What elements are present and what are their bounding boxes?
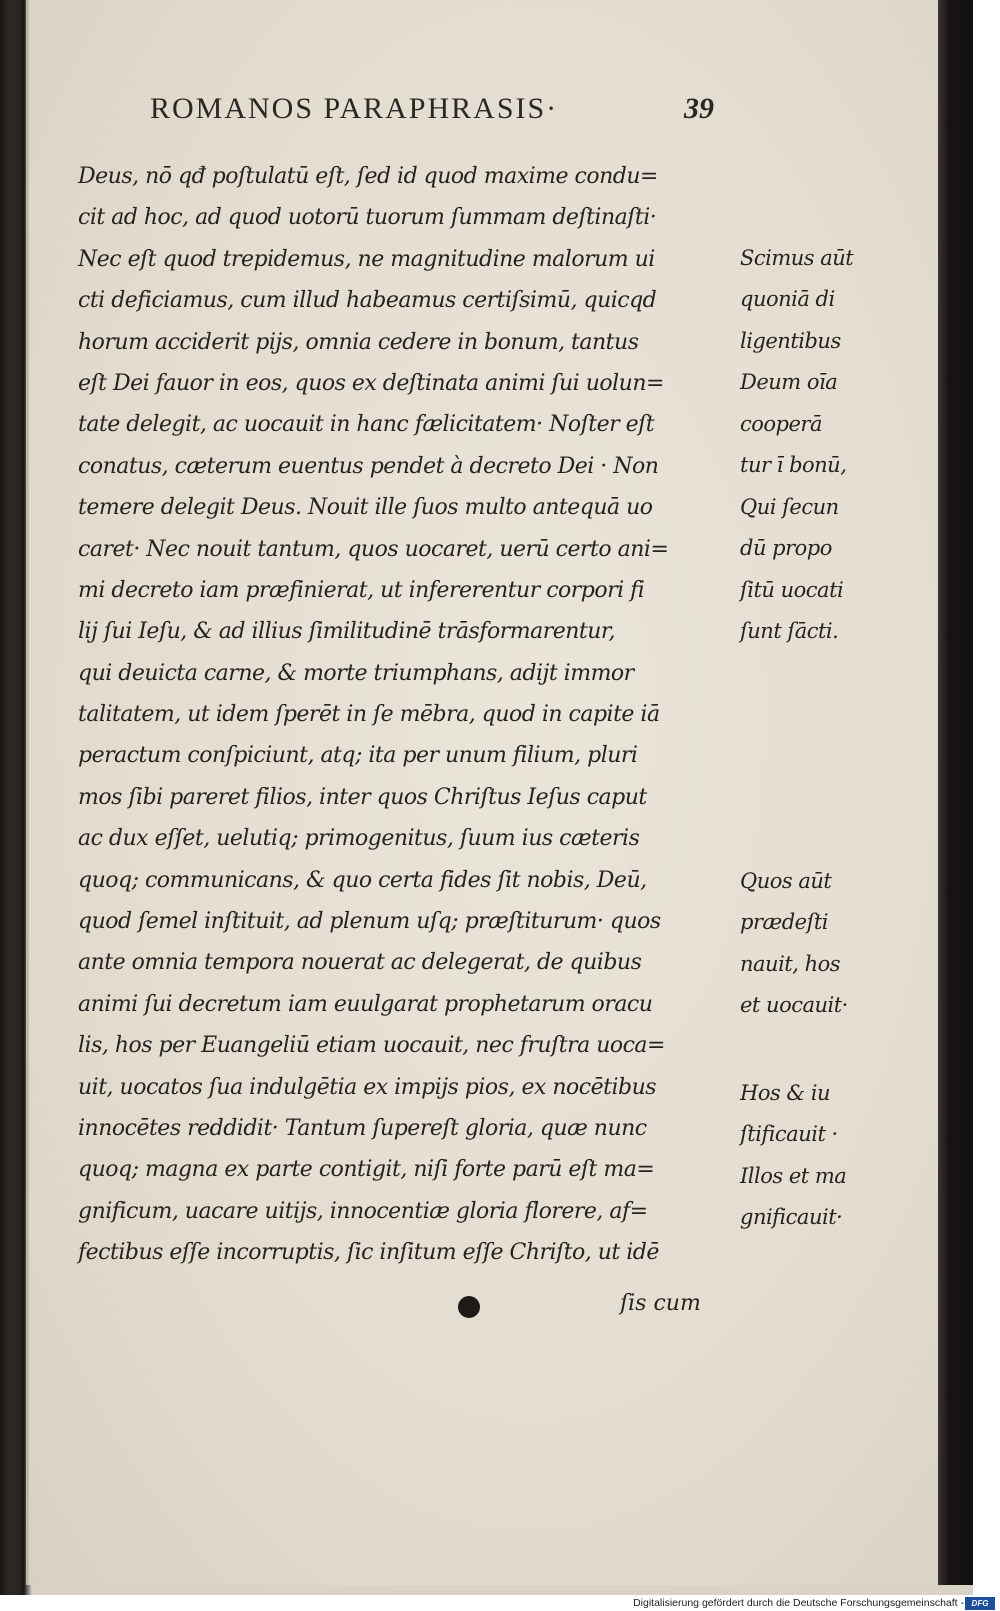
margin-note-line: ſitū uocati (740, 577, 844, 602)
margin-note (740, 1073, 890, 1239)
margin-note-line: prædeſti (740, 910, 829, 935)
margin-note-line: nauit, hos (740, 951, 841, 976)
margin-note-line: ſtificauit · (740, 1122, 838, 1147)
text-line: conatus, cæterum euentus pendet à decreto Dei · Non (78, 453, 659, 479)
margin-note-line: Qui ſecun (740, 495, 839, 519)
margin-note-line: Illos et ma (740, 1163, 847, 1188)
text-line: quod ſemel inſtituit, ad plenum uſq; præſtiturum· quos (78, 909, 661, 935)
text-line: animi ſui decretum iam euulgarat prophetarum oracu (78, 991, 653, 1017)
dfg-logo: DFG (965, 1597, 995, 1610)
margin-note-line: ligentibus (740, 328, 841, 353)
margin-note-line: Deum oīa (740, 370, 838, 395)
text-line: mi decreto iam præfinierat, ut infererentur corpori fi (78, 577, 645, 603)
margin-note (740, 238, 890, 486)
text-line: cit ad hoc, ad quod uotorū tuorum ſummam deſtinaſti· (78, 205, 657, 231)
text-line: tate delegit, ac uocauit in hanc fælicitatem· Noſter eſt (78, 412, 655, 438)
text-line: peractum conſpiciunt, atq; ita per unum filium, pluri (78, 743, 638, 769)
margin-note-line: dū propo (740, 536, 832, 561)
main-text-block (78, 156, 738, 1274)
text-line: quoq; communicans, & quo certa fides ſit nobis, Deū, (78, 867, 647, 893)
margin-note-line: Quos aūt (740, 869, 832, 893)
margin-notes (740, 0, 890, 1400)
text-line: temere delegit Deus. Nouit ille ſuos multo antequā uo (78, 495, 653, 521)
running-head: ROMANOS PARAPHRASIS· (150, 92, 559, 125)
text-line: uit, uocatos ſua indulgētia ex impijs pios, ex nocētibus (78, 1074, 657, 1100)
margin-note-line: cooperā (740, 411, 822, 436)
text-line: horum acciderit pijs, omnia cedere in bonum, tantus (78, 329, 639, 355)
text-line: qui deuicta carne, & morte triumphans, adijt immor (78, 660, 634, 686)
text-line: Deus, nō qđ poſtulatū eſt, ſed id quod maxime condu= (78, 164, 658, 189)
text-line: gnificum, uacare uitijs, innocentiæ gloria florere, af= (78, 1198, 648, 1224)
margin-note (740, 861, 890, 1027)
ink-blot (458, 1296, 480, 1318)
page-number: 39 (684, 92, 714, 125)
text-line: cti deficiamus, cum illud habeamus certiſsimū, quicqd (78, 288, 657, 314)
margin-note-line: gnificauit· (740, 1205, 843, 1230)
margin-note-line: Scimus aūt (740, 246, 854, 270)
text-line: fectibus eſſe incorruptis, ſic inſitum eſſe Chriſto, ut idē (78, 1240, 659, 1266)
catchword: ſis cum (620, 1291, 701, 1316)
text-line: Nec eſt quod trepidemus, ne magnitudine malorum ui (78, 246, 655, 272)
text-line: talitatem, ut idem ſperēt in ſe mēbra, quod in capite iā (78, 702, 660, 728)
margin-note (740, 487, 890, 653)
margin-note-line: et uocauit· (740, 993, 848, 1018)
text-line: lis, hos per Euangeliū etiam uocauit, nec fruſtra uoca= (78, 1033, 665, 1059)
text-line: caret· Nec nouit tantum, quos uocaret, uerū certo ani= (78, 536, 669, 562)
text-line: innocētes reddidit· Tantum ſupereſt gloria, quæ nunc (78, 1115, 647, 1141)
margin-note-line: ſunt ſācti. (740, 619, 839, 644)
text-line: ac dux eſſet, uelutiq; primogenitus, ſuum ius cæteris (78, 826, 640, 852)
text-line: eſt Dei fauor in eos, quos ex deſtinata animi ſui uolun= (78, 370, 664, 396)
margin-note-line: Hos & iu (740, 1081, 831, 1105)
text-line: quoq; magna ex parte contigit, niſi forte parū eſt ma= (78, 1157, 655, 1183)
funding-credit: Digitalisierung gefördert durch die Deutsche Forschungsgemeinschaft - (633, 1597, 964, 1609)
text-line: lij ſui Ieſu, & ad illius ſimilitudinē trāsformarentur, (78, 619, 616, 645)
margin-note-line: tur ī bonū, (740, 452, 847, 477)
text-line: mos ſibi pareret filios, inter quos Chriſtus Ieſus caput (78, 784, 647, 810)
margin-note-line: quoniā di (740, 287, 835, 312)
text-line: ante omnia tempora nouerat ac delegerat, de quibus (78, 950, 642, 976)
page-edge-shadow (938, 0, 973, 1585)
